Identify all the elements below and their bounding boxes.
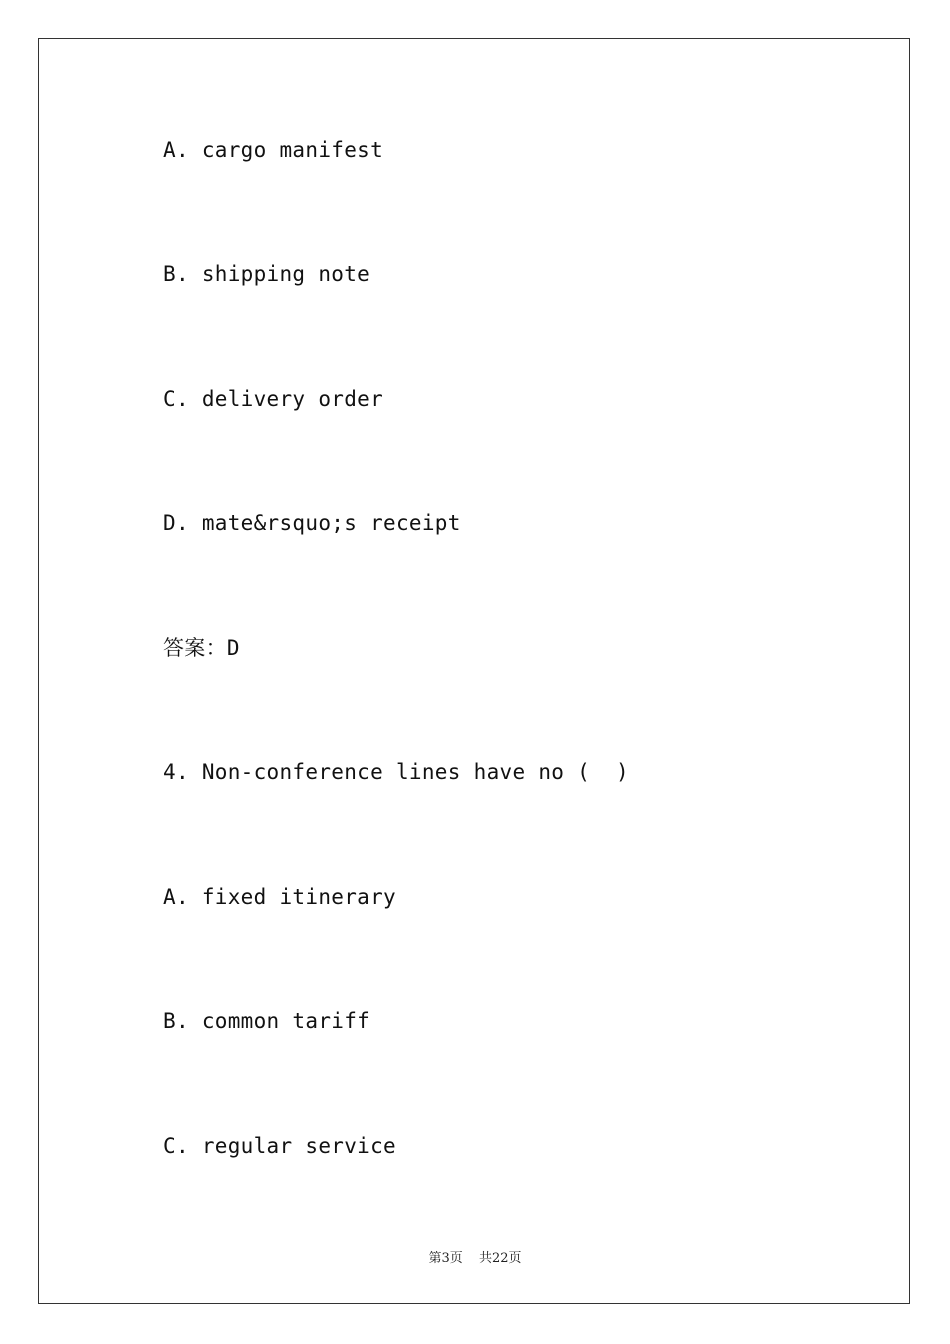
option-b-common-tariff: B. common tariff (163, 1009, 371, 1033)
option-d-mates-receipt: D. mate&rsquo;s receipt (163, 511, 461, 535)
option-b-shipping-note: B. shipping note (163, 262, 371, 286)
page-total: 共22页 (478, 1251, 522, 1266)
option-c-delivery-order: C. delivery order (163, 387, 384, 411)
option-a-cargo-manifest: A. cargo manifest (163, 138, 384, 162)
option-c-regular-service: C. regular service (163, 1134, 396, 1158)
page-footer (0, 1247, 950, 1266)
question-4: 4. Non-conference lines have no ( ) (163, 760, 629, 784)
option-a-fixed-itinerary: A. fixed itinerary (163, 885, 396, 909)
page-number: 第3页 (428, 1251, 463, 1266)
answer-line: 答案：D (163, 636, 240, 660)
page-border (38, 38, 910, 1304)
